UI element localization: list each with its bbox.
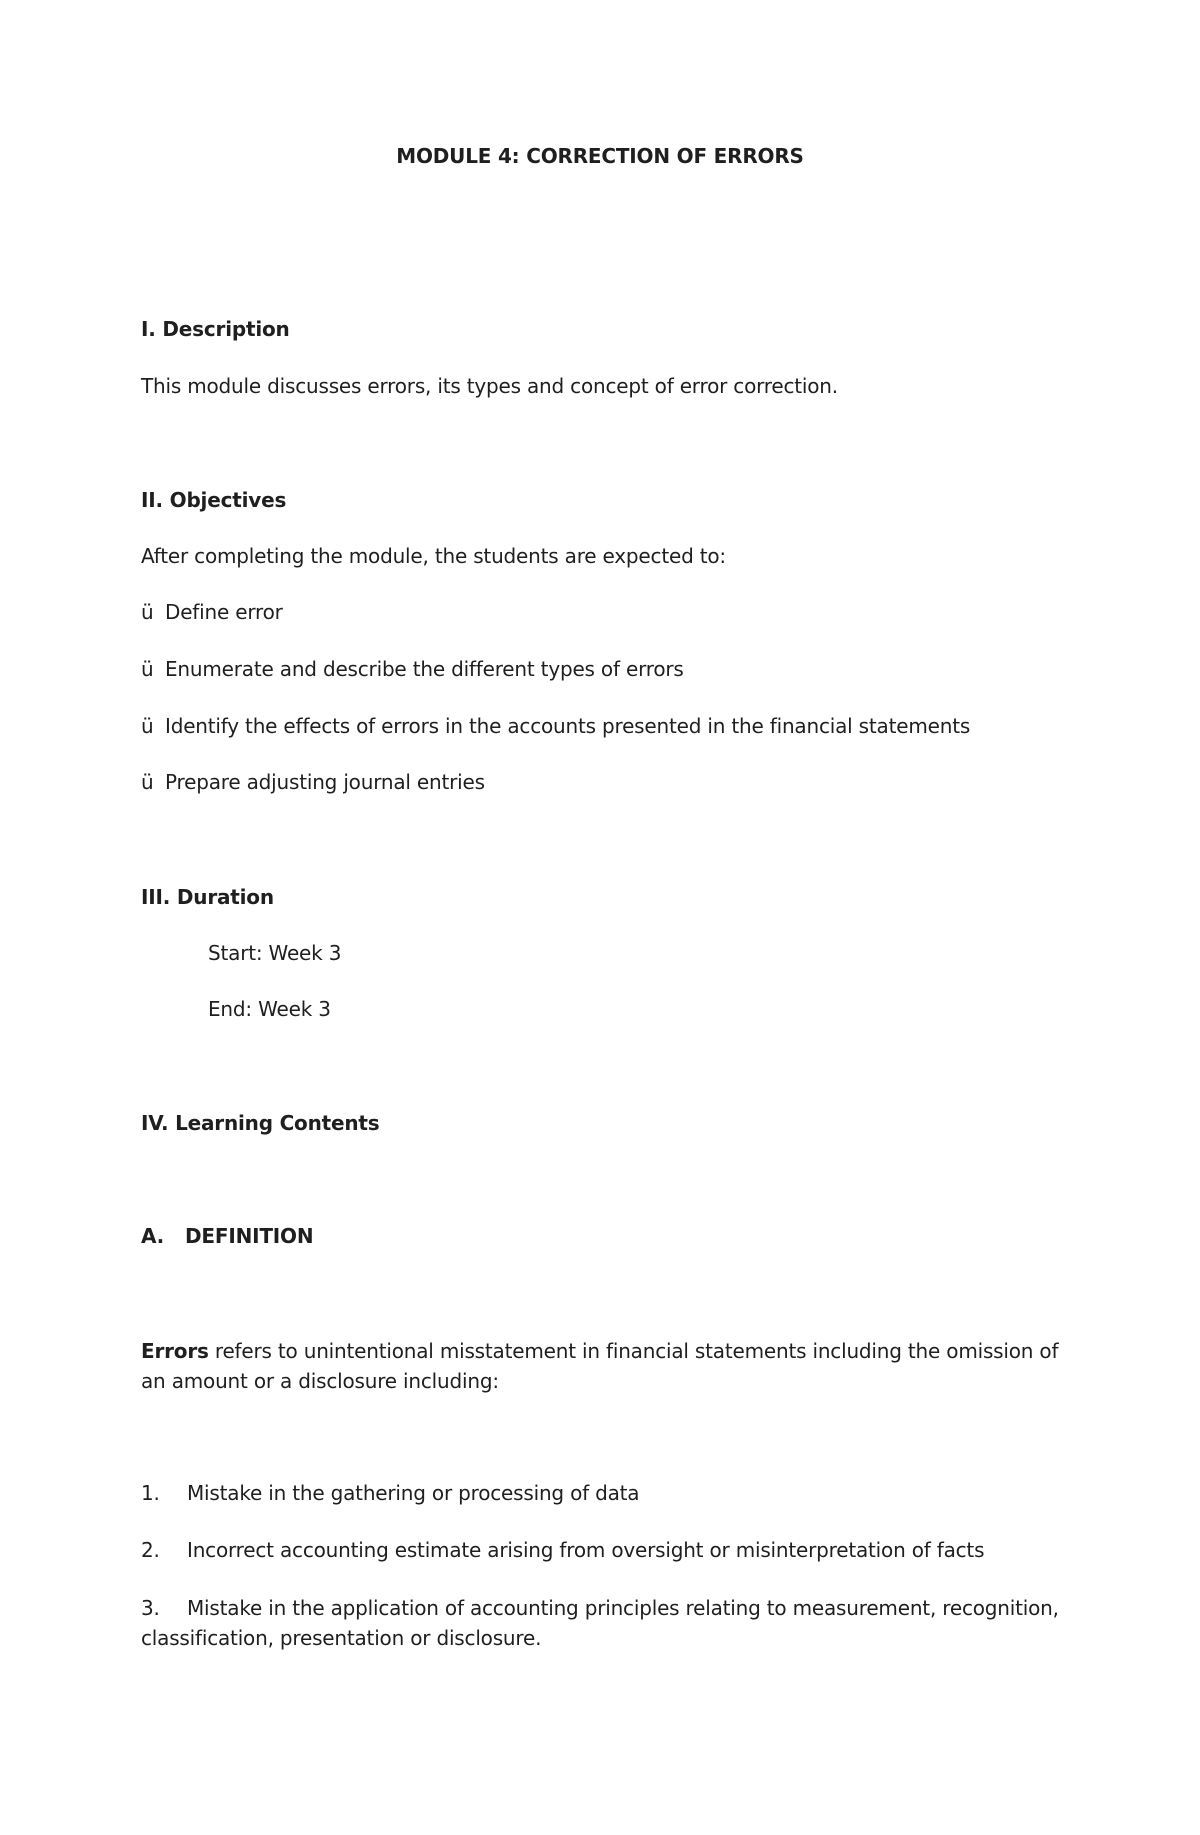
definition-term: Errors — [141, 1339, 209, 1363]
duration-end: End: Week 3 — [208, 997, 331, 1021]
definition-heading — [141, 1221, 313, 1251]
section-title: DEFINITION — [185, 1224, 314, 1248]
description-text: This module discusses errors, its types and concept of error correction. — [141, 374, 838, 398]
definition-list-item — [141, 1478, 639, 1508]
document-title: MODULE 4: CORRECTION OF ERRORS — [396, 144, 804, 168]
list-item-text: Incorrect accounting estimate arising from oversight or misinterpretation of facts — [187, 1538, 985, 1562]
list-item-text: Mistake in the gathering or processing of data — [187, 1481, 640, 1505]
objectives-heading: II. Objectives — [141, 488, 287, 512]
objective-item — [141, 711, 970, 741]
check-bullet-icon: ü — [141, 600, 154, 624]
duration-heading: III. Duration — [141, 885, 274, 909]
objective-item-text: Enumerate and describe the different types of errors — [165, 657, 684, 681]
check-bullet-icon: ü — [141, 770, 154, 794]
list-number: 1. — [141, 1481, 160, 1505]
list-number: 2. — [141, 1538, 160, 1562]
list-item-text: Mistake in the application of accounting principles relating to measurement, recognition, classification, presentation or disclosure. — [141, 1596, 1059, 1650]
learning-contents-heading: IV. Learning Contents — [141, 1111, 380, 1135]
objectives-intro: After completing the module, the students are expected to: — [141, 544, 726, 568]
objective-item-text: Define error — [165, 600, 283, 624]
check-bullet-icon: ü — [141, 657, 154, 681]
objective-item-text: Prepare adjusting journal entries — [165, 770, 485, 794]
duration-start: Start: Week 3 — [208, 941, 342, 965]
definition-text: refers to unintentional misstatement in financial statements including the omission of an amount or a disclosure including: — [141, 1339, 1059, 1393]
list-number: 3. — [141, 1596, 160, 1620]
objective-item-text: Identify the effects of errors in the accounts presented in the financial statements — [165, 714, 971, 738]
definition-paragraph — [141, 1336, 1071, 1396]
description-heading: I. Description — [141, 317, 290, 341]
check-bullet-icon: ü — [141, 714, 154, 738]
section-letter: A. — [141, 1224, 165, 1248]
objective-item — [141, 767, 485, 797]
objective-item — [141, 654, 684, 684]
objective-item — [141, 597, 283, 627]
definition-list-item — [141, 1593, 1071, 1653]
definition-list-item — [141, 1535, 984, 1565]
